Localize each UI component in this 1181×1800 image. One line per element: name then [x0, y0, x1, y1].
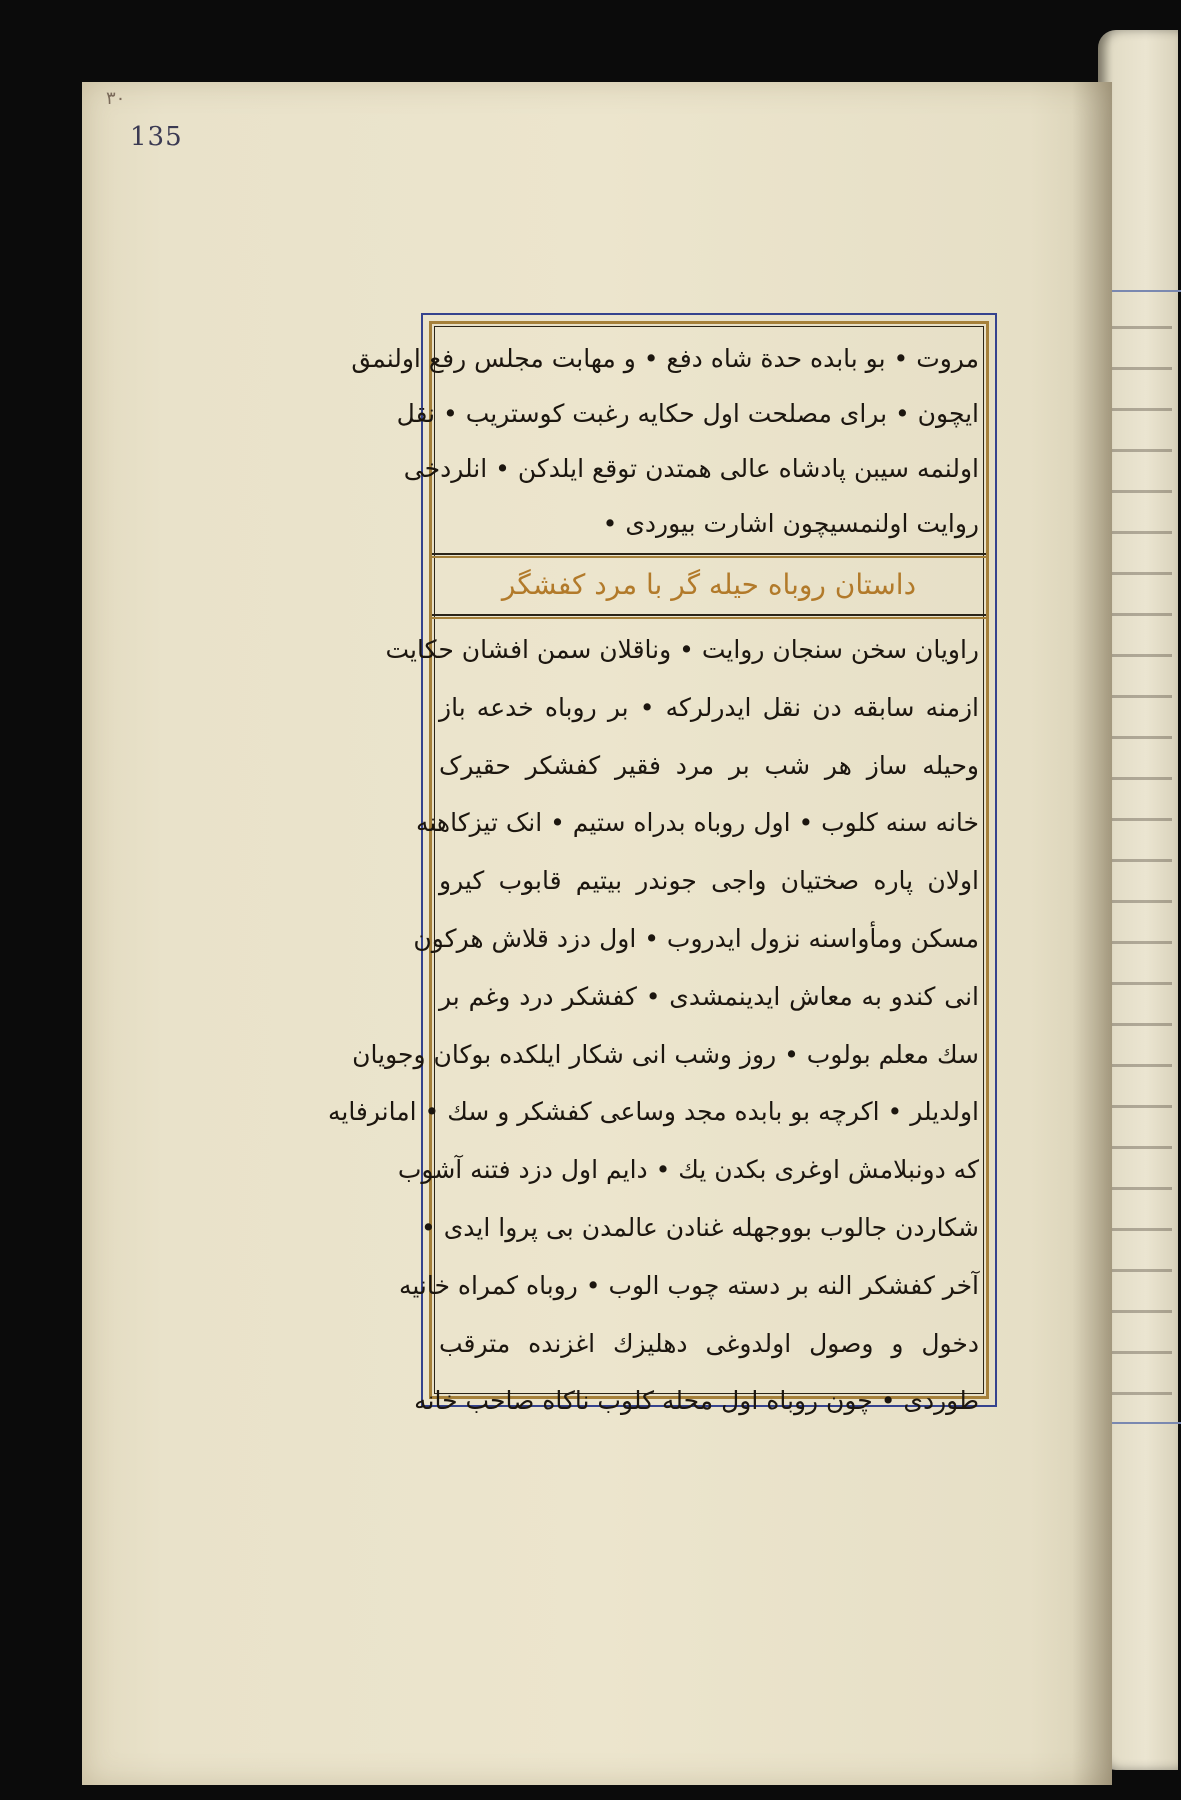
- text-line: راویان سخن سنجان روایت • وناقلان سمن افشان حکایت: [385, 635, 979, 664]
- text-line: شکاردن جالوب بووجهله غنادن عالمدن بی پروا ایدی •: [421, 1212, 979, 1242]
- adjacent-page-text: [1112, 300, 1172, 1400]
- folio-number: 135: [130, 122, 183, 152]
- text-line: انی کندو به معاش ایدینمشدی • کفشکر درد وغم بر: [439, 981, 979, 1011]
- text-block-top: [351, 331, 979, 551]
- text-line: ازمنه سابقه دن نقل ایدرلرکه • بر روباه خدعه باز: [439, 692, 979, 722]
- text-line: ایچون • برای مصلحت اول حکایه رغبت کوستریب • نقل: [396, 399, 979, 428]
- text-block-main: [327, 621, 979, 1416]
- text-frame: [327, 313, 997, 1416]
- text-line: که دونبلامش اوغری بکدن یك • دایم اول دزد فتنه آشوب: [397, 1155, 979, 1185]
- text-line: مسکن ومأواسنه نزول ایدروب • اول دزد قلاش هرکون: [413, 923, 979, 953]
- text-line: دخول و وصول اولدوغی دهلیزك اغزنده مترقب: [439, 1328, 979, 1358]
- text-line: مروت • بو بابده حدة شاه دفع • و مهابت مجلس رفع اولنمق: [351, 344, 979, 373]
- heading-rule-bottom: [432, 614, 986, 616]
- text-line: طوردی • چون روباه اول محله کلوب ناکاه صاحب خانه: [414, 1386, 979, 1416]
- text-line: آخر کفشکر النه بر دسته چوب الوب • روباه کمراه خانیه: [398, 1270, 979, 1300]
- section-heading: داستان روباه حیله گر با مرد کفشگر: [501, 568, 917, 601]
- heading-rule-top: [432, 553, 986, 555]
- text-line: سك معلم بولوب • روز وشب انی شکار ایلکده بوکان وجویان: [352, 1039, 979, 1069]
- text-line: اولان پاره صختیان واجی جوندر بیتیم قابوب کیرو: [439, 866, 979, 896]
- text-line: اولدیلر • اکرچه بو بابده مجد وساعی کفشکر و سك • امانرفایه: [327, 1097, 979, 1127]
- text-line: خانه سنه کلوب • اول روباه بدراه ستیم • انک تیزکاهنه: [415, 808, 979, 838]
- text-line: وحیله ساز هر شب بر مرد فقیر کفشکر حقیرک: [439, 750, 979, 780]
- text-line: اولنمه سیبن پادشاه عالی همتدن توقع ایلدکن • انلردخی: [403, 454, 979, 483]
- corner-mark: ۳۰: [106, 88, 126, 109]
- text-line: روایت اولنمسیچون اشارت بیوردی •: [602, 509, 979, 538]
